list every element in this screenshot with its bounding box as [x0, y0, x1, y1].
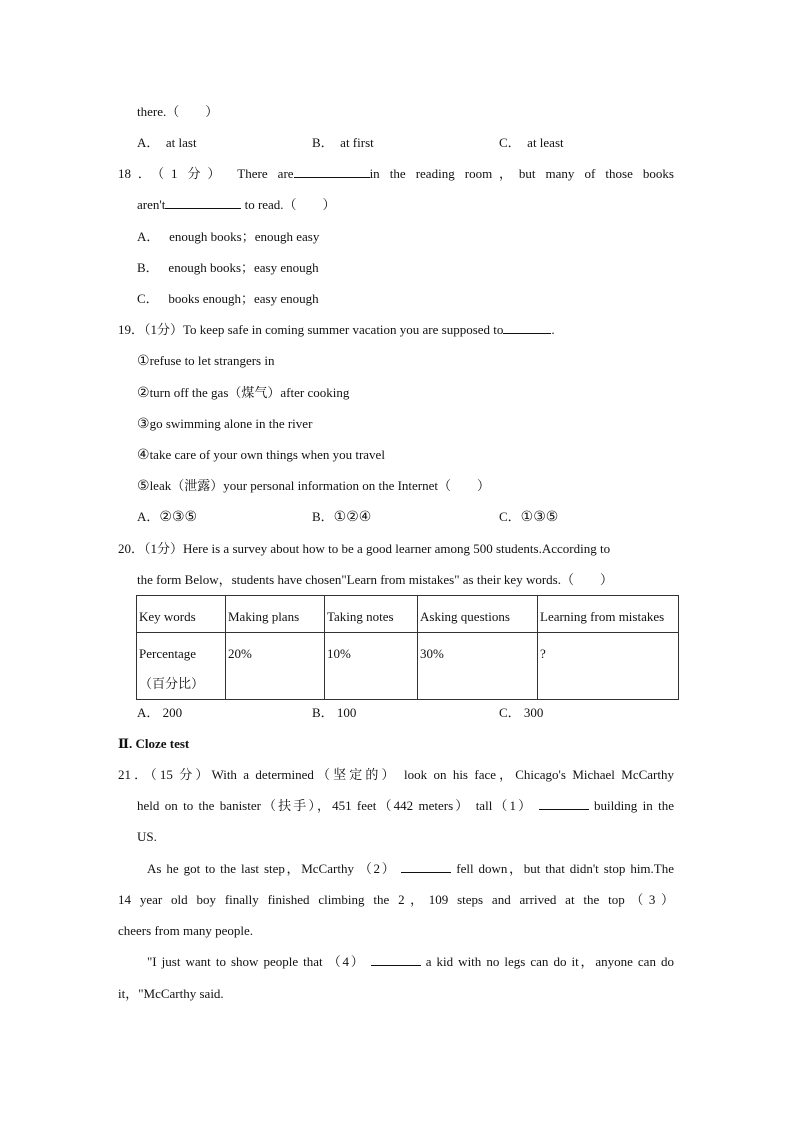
option-text: at least [527, 135, 564, 150]
q21-p3-line1 [147, 953, 674, 971]
q20-option-c[interactable] [499, 704, 543, 722]
q17-option-c[interactable] [499, 134, 564, 152]
table-cell: 20% [226, 633, 325, 700]
table-header-cell: Asking questions [418, 596, 538, 633]
option-text: at first [340, 135, 374, 150]
option-letter: B． [312, 509, 334, 524]
q21-p2-line1 [147, 860, 674, 878]
option-letter: A． [137, 229, 160, 244]
option-text: 300 [523, 705, 544, 720]
q19-item-3 [137, 415, 312, 433]
q18-stem-line1 [118, 165, 674, 183]
q19-option-c[interactable] [499, 508, 558, 526]
q21-p3-line2: it，"McCarthy said. [118, 986, 224, 1001]
table-cell: 30% [418, 633, 538, 700]
table-cell: 10% [325, 633, 418, 700]
option-text: 100 [336, 705, 357, 720]
question-number: 18．（1 分） [118, 166, 228, 181]
option-text: ①②④ [333, 509, 372, 525]
option-text: 200 [162, 705, 183, 720]
q18-option-a[interactable] [137, 228, 319, 246]
option-letter: A． [137, 135, 160, 150]
option-letter: A． [137, 509, 160, 524]
item-text: refuse to let strangers in [149, 353, 275, 368]
q20-stem-line2: the form Below，students have chosen"Learn from mistakes" as their key words.（ ） [137, 572, 613, 587]
q21-p2-line1b: fell down，but that didn't stop him.The [456, 861, 675, 876]
option-text: ①③⑤ [520, 509, 559, 525]
q18-part4: to read.（ ） [244, 197, 336, 212]
q21-line2 [137, 797, 674, 815]
table-row [137, 633, 679, 700]
table-header-row [137, 596, 679, 633]
q19-item-5 [137, 477, 490, 495]
table-header-cell: Taking notes [325, 596, 418, 633]
answer-blank[interactable] [503, 321, 551, 334]
q20-option-a[interactable] [137, 704, 182, 722]
q17-stem-tail: there.（ ） [137, 104, 219, 119]
q21-p2-line3: cheers from many people. [118, 923, 254, 938]
q20-stem-line1: 20．（1分）Here is a survey about how to be a good learner among 500 students.According to [118, 541, 611, 556]
q18-part2: in the reading room，but many of those books [369, 166, 674, 181]
option-text: books enough；easy enough [168, 291, 319, 306]
q21-line2b: building in the [593, 798, 674, 813]
item-mark: ④ [137, 447, 150, 463]
answer-blank[interactable] [401, 860, 451, 873]
q21-p3-line1b: a kid with no legs can do it，anyone can do [425, 954, 674, 969]
q21-p3-line1a: "I just want to show people that （4） [147, 954, 366, 969]
answer-blank[interactable] [371, 953, 421, 966]
option-letter: C． [499, 705, 521, 720]
q17-option-b[interactable] [312, 134, 374, 152]
q21-p2-line1a: As he got to the last step，McCarthy （2） [147, 861, 397, 876]
option-text: at last [165, 135, 197, 150]
q18-option-b[interactable] [137, 259, 319, 277]
q18-part1: There are [237, 166, 294, 181]
item-mark: ① [137, 353, 150, 369]
section-title: Ⅱ. Cloze test [118, 736, 190, 751]
option-letter: C． [499, 135, 521, 150]
q19-stem-text: To keep safe in coming summer vacation you are supposed to [183, 322, 504, 337]
answer-blank[interactable] [165, 196, 241, 209]
q21-line1: 21．（15 分）With a determined（坚定的） look on his face，Chicago's Michael McCarthy [118, 767, 674, 782]
row-label-line2: （百分比） [139, 676, 205, 691]
option-letter: A． [137, 705, 160, 720]
option-letter: B． [137, 260, 159, 275]
q18-part3: aren't [137, 197, 166, 212]
table-header-cell: Key words [137, 596, 226, 633]
question-number: 19．（1分） [118, 322, 184, 337]
q21-line2a: held on to the banister（扶手），451 feet（442 meters） tall（1） [137, 798, 534, 813]
table-row-label [137, 633, 226, 700]
q19-stem-end: . [551, 322, 555, 337]
q20-option-b[interactable] [312, 704, 356, 722]
q19-stem [118, 321, 555, 339]
answer-blank[interactable] [294, 165, 370, 178]
option-letter: B． [312, 135, 334, 150]
q18-option-c[interactable] [137, 290, 319, 308]
option-letter: B． [312, 705, 334, 720]
item-text: turn off the gas（煤气）after cooking [149, 385, 350, 400]
option-text: enough books；easy enough [168, 260, 319, 275]
q19-item-4 [137, 446, 385, 464]
answer-blank[interactable] [539, 797, 589, 810]
row-label-line1: Percentage [139, 646, 197, 661]
item-text: take care of your own things when you travel [149, 447, 385, 462]
q21-line3: US. [137, 829, 157, 844]
survey-table [136, 595, 679, 700]
item-text: leak（泄露）your personal information on the Internet（ ） [149, 478, 491, 493]
table-cell: ? [538, 633, 679, 700]
option-letter: C． [137, 291, 159, 306]
q21-p2-line2: 14 year old boy finally finished climbing the 2，109 steps and arrived at the top（3） [118, 892, 674, 907]
item-mark: ③ [137, 416, 150, 432]
item-mark: ⑤ [137, 478, 150, 494]
option-letter: C． [499, 509, 521, 524]
option-text: ②③⑤ [159, 509, 198, 525]
item-mark: ② [137, 385, 150, 401]
q17-option-a[interactable] [137, 134, 197, 152]
q19-item-1 [137, 352, 274, 370]
table-header-cell: Learning from mistakes [538, 596, 679, 633]
q19-option-a[interactable] [137, 508, 197, 526]
table-header-cell: Making plans [226, 596, 325, 633]
q18-stem-line2 [137, 196, 336, 214]
q19-option-b[interactable] [312, 508, 371, 526]
option-text: enough books；enough easy [169, 229, 320, 244]
item-text: go swimming alone in the river [149, 416, 313, 431]
q19-item-2 [137, 384, 349, 402]
